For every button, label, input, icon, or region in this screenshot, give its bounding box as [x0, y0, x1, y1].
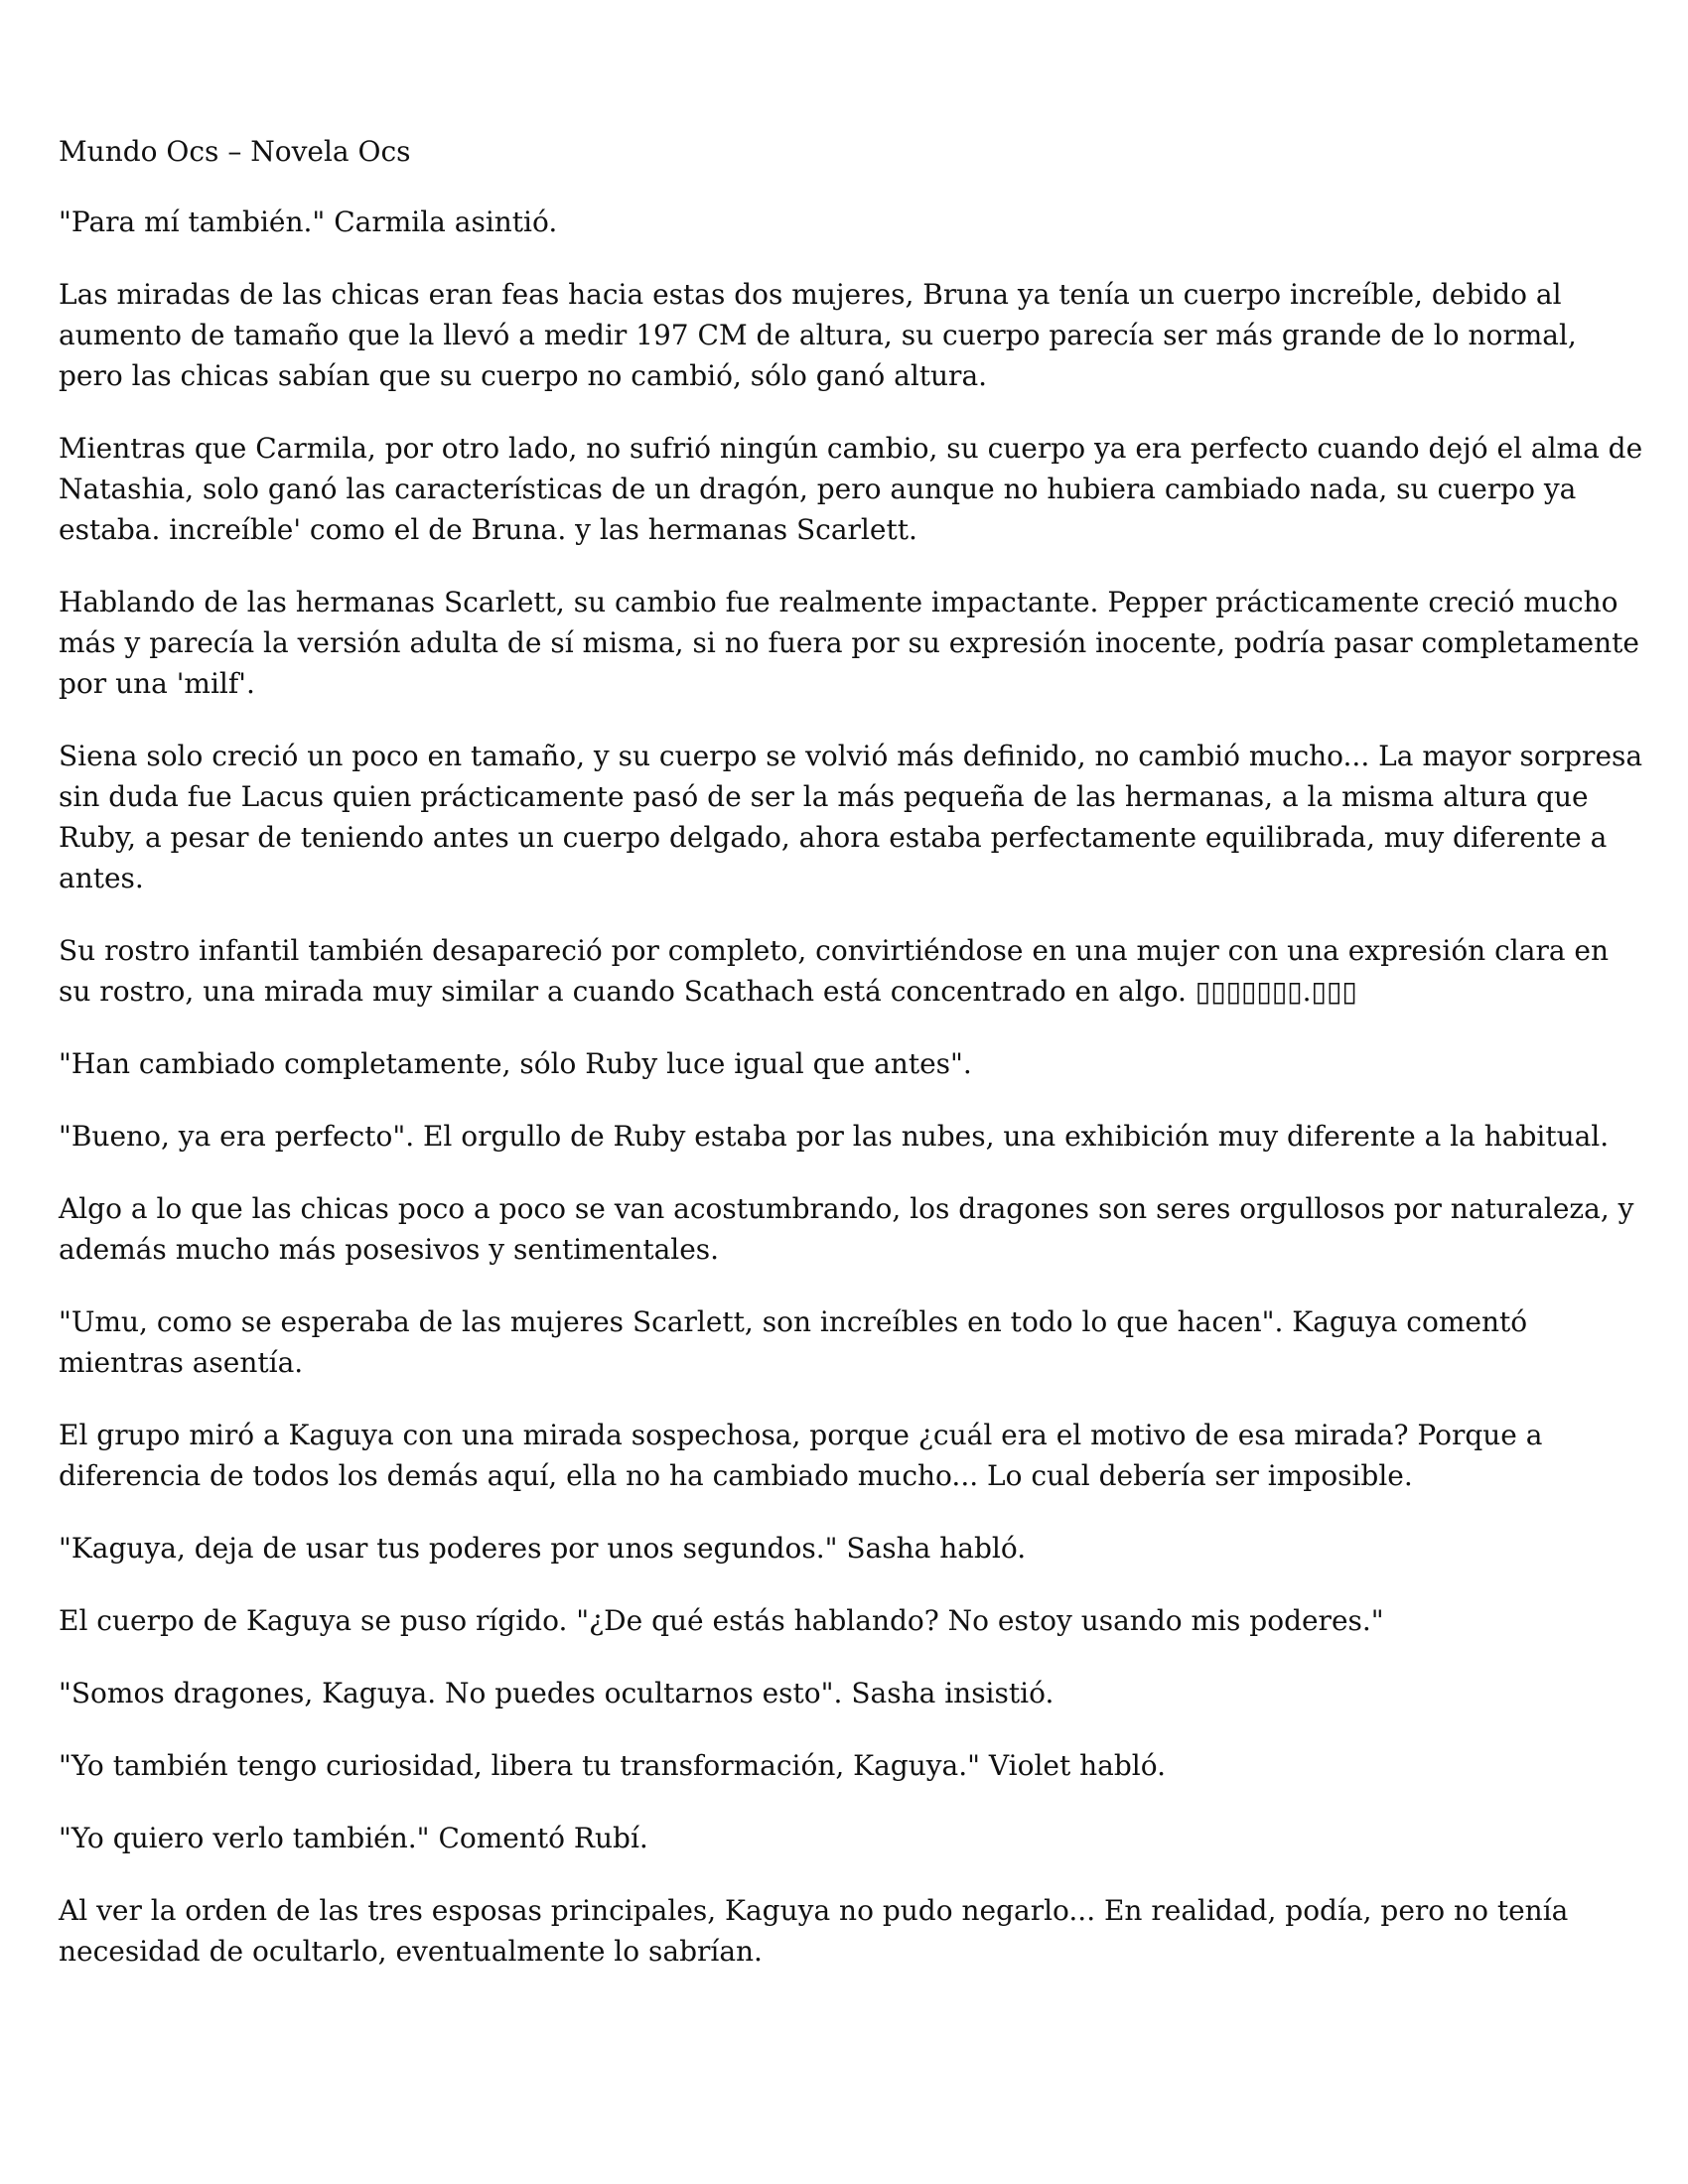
paragraph-5: Siena solo creció un poco en tamaño, y su cuerpo se volvió más definido, no cambió mucho... La mayor sorpresa sin duda fue Lacus quien prácticamente pasó de ser la más pequeña de las hermanas, a la misma altura que Ruby, a pesar de teniendo antes un cuerpo delgado, ahora estaba perfectamente equilibrada, muy diferente a antes. — [59, 740, 1643, 894]
paragraph-3: Mientras que Carmila, por otro lado, no sufrió ningún cambio, su cuerpo ya era perfecto cuando dejó el alma de Natashia, solo ganó las características de un dragón, pero aunque no hubiera cambiado nada, su cuerpo ya estaba. increíble' como el de Bruna. y las hermanas Scarlett. — [59, 432, 1643, 546]
paragraph-13: El cuerpo de Kaguya se puso rígido. "¿De qué estás hablando? No estoy usando mis poderes." — [59, 1604, 1384, 1637]
paragraph-8: "Bueno, ya era perfecto". El orgullo de Ruby estaba por las nubes, una exhibición muy diferente a la habitual. — [59, 1120, 1610, 1153]
paragraph-10: "Umu, como se esperaba de las mujeres Scarlett, son increíbles en todo lo que hacen". Kaguya comentó mientras asentía. — [59, 1305, 1528, 1379]
paragraph-6: Su rostro infantil también desapareció por completo, convirtiéndose en una mujer con una expresión clara en su rostro, una mirada muy similar a cuando Scathach está concentrado en algo. ▯▯▯▯▯▯▯.▯▯▯ — [59, 934, 1610, 1008]
paragraph-14: "Somos dragones, Kaguya. No puedes ocultarnos esto". Sasha insistió. — [59, 1677, 1055, 1709]
paragraph-15: "Yo también tengo curiosidad, libera tu transformación, Kaguya." Violet habló. — [59, 1749, 1167, 1782]
paragraph-1: "Para mí también." Carmila asintió. — [59, 205, 558, 238]
document-header: Mundo Ocs – Novela Ocs — [59, 135, 411, 168]
paragraph-2: Las miradas de las chicas eran feas hacia estas dos mujeres, Bruna ya tenía un cuerpo increíble, debido al aumento de tamaño que la llevó a medir 197 CM de altura, su cuerpo parecía ser más grande de lo normal, pero las chicas sabían que su cuerpo no cambió, sólo ganó altura. — [59, 278, 1577, 392]
paragraph-4: Hablando de las hermanas Scarlett, su cambio fue realmente impactante. Pepper prácticamente creció mucho más y parecía la versión adulta de sí misma, si no fuera por su expresión inocente, podría pasar completamente por una 'milf'. — [59, 586, 1639, 700]
paragraph-17: Al ver la orden de las tres esposas principales, Kaguya no pudo negarlo... En realidad, podía, pero no tenía necesidad de ocultarlo, eventualmente lo sabrían. — [59, 1894, 1569, 1968]
document-page — [59, 131, 1647, 2003]
paragraph-7: "Han cambiado completamente, sólo Ruby luce igual que antes". — [59, 1047, 972, 1080]
paragraph-16: "Yo quiero verlo también." Comentó Rubí. — [59, 1822, 648, 1854]
paragraph-11: El grupo miró a Kaguya con una mirada sospechosa, porque ¿cuál era el motivo de esa mirada? Porque a diferencia de todos los demás aquí, ella no ha cambiado mucho... Lo cual debería ser imposible. — [59, 1419, 1543, 1492]
paragraph-12: "Kaguya, deja de usar tus poderes por unos segundos." Sasha habló. — [59, 1532, 1027, 1565]
paragraph-9: Algo a lo que las chicas poco a poco se van acostumbrando, los dragones son seres orgullosos por naturaleza, y además mucho más posesivos y sentimentales. — [59, 1192, 1634, 1266]
